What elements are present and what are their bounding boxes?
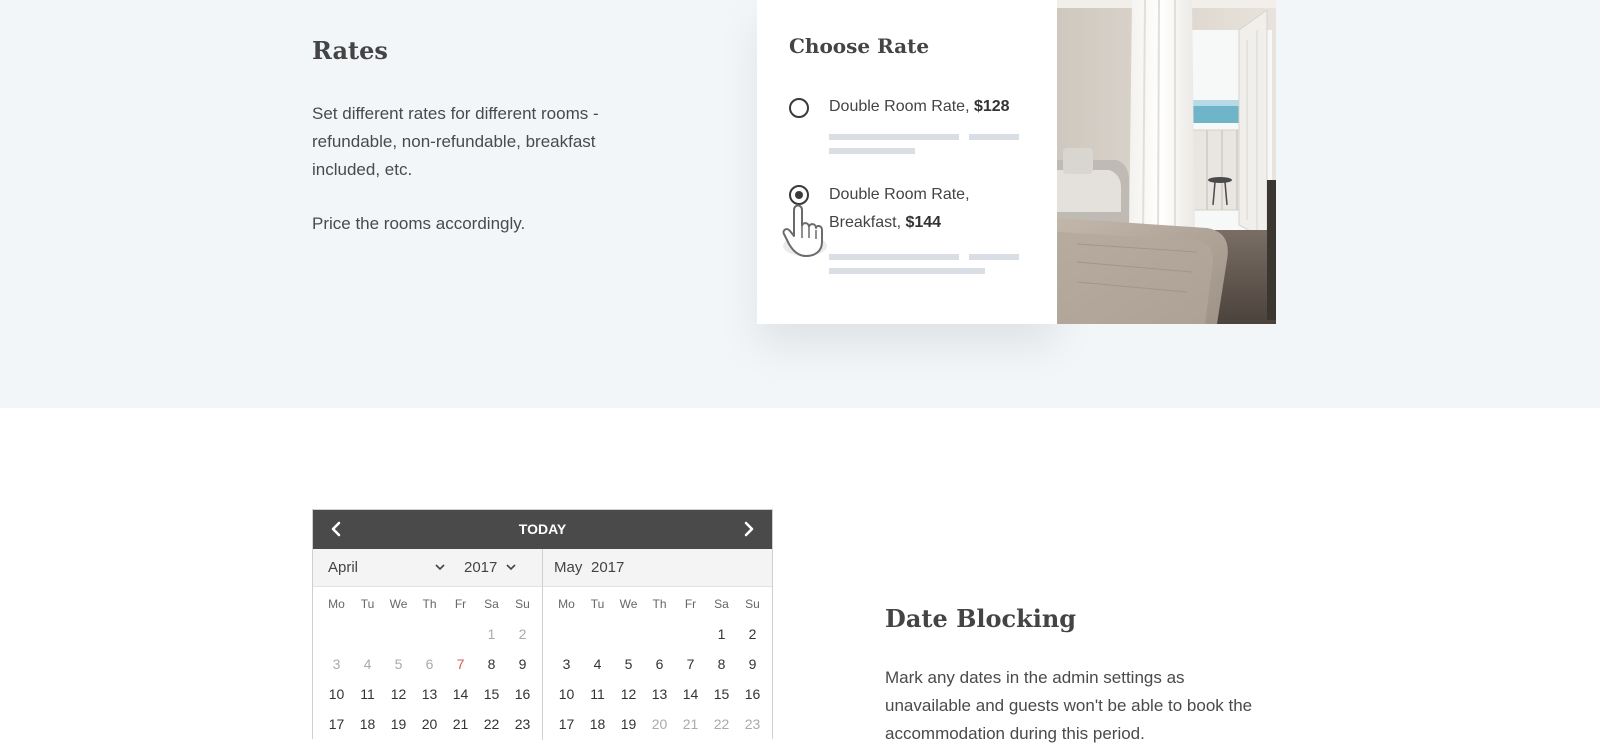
weekday-label: Sa bbox=[484, 597, 499, 611]
day-cell[interactable]: 16 bbox=[744, 686, 761, 702]
weekday-label: Sa bbox=[714, 597, 729, 611]
day-cell[interactable]: 20 bbox=[651, 716, 668, 732]
day-cell[interactable]: 5 bbox=[394, 656, 403, 672]
chevron-left-icon bbox=[329, 521, 343, 537]
chevron-down-icon[interactable] bbox=[505, 562, 517, 572]
weekday-label: Fr bbox=[684, 597, 697, 611]
day-cell[interactable]: 3 bbox=[332, 656, 341, 672]
day-cell[interactable]: 7 bbox=[686, 656, 695, 672]
day-cell[interactable]: 4 bbox=[593, 656, 602, 672]
day-cell[interactable]: 20 bbox=[421, 716, 438, 732]
week-row bbox=[321, 649, 536, 679]
weekday-label: Mo bbox=[328, 597, 345, 611]
weekday-label: Th bbox=[422, 597, 437, 611]
placeholder-line bbox=[829, 268, 985, 274]
week-row bbox=[321, 679, 536, 709]
placeholder-line bbox=[969, 254, 1019, 260]
weekday-row bbox=[321, 589, 536, 619]
weekday-label: Tu bbox=[360, 597, 375, 611]
day-cell[interactable]: 12 bbox=[620, 686, 637, 702]
day-cell[interactable]: 21 bbox=[452, 716, 469, 732]
day-cell[interactable]: 13 bbox=[421, 686, 438, 702]
chevron-down-icon[interactable] bbox=[434, 562, 446, 572]
weekday-label: We bbox=[389, 597, 408, 611]
day-cell[interactable]: 19 bbox=[620, 716, 637, 732]
calendar-month-may bbox=[543, 549, 772, 740]
day-cell[interactable]: 1 bbox=[487, 626, 496, 642]
month-year-selector bbox=[313, 549, 542, 587]
day-cell[interactable]: 3 bbox=[562, 656, 571, 672]
weekday-label: Fr bbox=[454, 597, 467, 611]
day-cell[interactable]: 9 bbox=[518, 656, 527, 672]
month-select[interactable]: April bbox=[328, 559, 359, 576]
room-photo bbox=[1057, 0, 1276, 324]
week-row bbox=[551, 679, 766, 709]
month-year-label bbox=[543, 549, 772, 587]
date-picker-calendar bbox=[312, 509, 773, 739]
rate-radio-1[interactable] bbox=[789, 98, 809, 118]
day-cell[interactable]: 10 bbox=[328, 686, 345, 702]
day-cell[interactable]: 13 bbox=[651, 686, 668, 702]
day-cell[interactable]: 23 bbox=[744, 716, 761, 732]
week-row bbox=[321, 619, 536, 649]
day-cell[interactable]: 19 bbox=[390, 716, 407, 732]
rates-description-2: Price the rooms accordingly. bbox=[312, 214, 526, 233]
weekday-row bbox=[551, 589, 766, 619]
day-cell[interactable]: 17 bbox=[558, 716, 575, 732]
week-row bbox=[551, 709, 766, 739]
room-photo-image bbox=[1057, 0, 1276, 324]
prev-month-button[interactable] bbox=[325, 518, 347, 540]
placeholder-line bbox=[969, 134, 1019, 140]
week-row bbox=[551, 649, 766, 679]
placeholder-line bbox=[829, 148, 915, 154]
next-month-button[interactable] bbox=[738, 518, 760, 540]
weekday-label: Th bbox=[652, 597, 667, 611]
day-cell[interactable]: 7 bbox=[456, 656, 465, 672]
day-cell[interactable]: 2 bbox=[518, 626, 527, 642]
rate-option-label: Double Room Rate, Breakfast, $144 bbox=[829, 186, 970, 231]
day-cell[interactable]: 15 bbox=[483, 686, 500, 702]
chevron-right-icon bbox=[742, 521, 756, 537]
day-cell[interactable]: 9 bbox=[748, 656, 757, 672]
week-row bbox=[551, 619, 766, 649]
placeholder-line bbox=[829, 134, 959, 140]
day-cell[interactable]: 18 bbox=[359, 716, 376, 732]
weekday-label: Tu bbox=[590, 597, 605, 611]
calendar-header bbox=[313, 510, 772, 549]
day-cell[interactable]: 23 bbox=[514, 716, 531, 732]
year-label: 2017 bbox=[591, 559, 625, 576]
weekday-label: We bbox=[619, 597, 638, 611]
day-cell[interactable]: 5 bbox=[624, 656, 633, 672]
weekday-label: Mo bbox=[558, 597, 575, 611]
day-cell[interactable]: 11 bbox=[360, 686, 375, 702]
day-cell[interactable]: 6 bbox=[425, 656, 434, 672]
day-cell[interactable]: 16 bbox=[514, 686, 531, 702]
calendar-month-april bbox=[313, 549, 543, 740]
rate-option-label: Double Room Rate, $128 bbox=[829, 98, 1010, 115]
day-cell[interactable]: 18 bbox=[589, 716, 606, 732]
placeholder-line bbox=[829, 254, 959, 260]
hand-cursor-icon bbox=[777, 196, 833, 262]
today-button[interactable]: TODAY bbox=[518, 521, 567, 537]
day-cell[interactable]: 4 bbox=[363, 656, 372, 672]
rates-description: Set different rates for different rooms - refundable, non-refundable, breakfast included, etc. bbox=[312, 104, 599, 179]
day-cell[interactable]: 14 bbox=[682, 686, 699, 702]
day-cell[interactable]: 17 bbox=[328, 716, 345, 732]
day-cell[interactable]: 6 bbox=[655, 656, 664, 672]
day-cell[interactable]: 8 bbox=[717, 656, 726, 672]
choose-rate-title: Choose Rate bbox=[789, 34, 930, 58]
month-label: May bbox=[554, 559, 583, 576]
day-cell[interactable]: 8 bbox=[487, 656, 496, 672]
day-cell[interactable]: 11 bbox=[590, 686, 605, 702]
day-cell[interactable]: 12 bbox=[390, 686, 407, 702]
weekday-label: Su bbox=[745, 597, 760, 611]
day-cell[interactable]: 10 bbox=[558, 686, 575, 702]
year-select[interactable]: 2017 bbox=[464, 559, 498, 576]
weekday-label: Su bbox=[515, 597, 530, 611]
week-row bbox=[321, 709, 536, 739]
day-cell[interactable]: 1 bbox=[717, 626, 726, 642]
day-cell[interactable]: 22 bbox=[483, 716, 500, 732]
day-cell[interactable]: 22 bbox=[713, 716, 730, 732]
choose-rate-card bbox=[757, 0, 1057, 324]
day-cell[interactable]: 21 bbox=[682, 716, 699, 732]
date-blocking-description: Mark any dates in the admin settings as unavailable and guests won't be able to book the accommodation during this period. bbox=[885, 668, 1253, 743]
day-cell[interactable]: 2 bbox=[748, 626, 757, 642]
day-cell[interactable]: 14 bbox=[452, 686, 469, 702]
rates-title: Rates bbox=[312, 36, 388, 65]
date-blocking-title: Date Blocking bbox=[885, 604, 1077, 633]
day-cell[interactable]: 15 bbox=[713, 686, 730, 702]
